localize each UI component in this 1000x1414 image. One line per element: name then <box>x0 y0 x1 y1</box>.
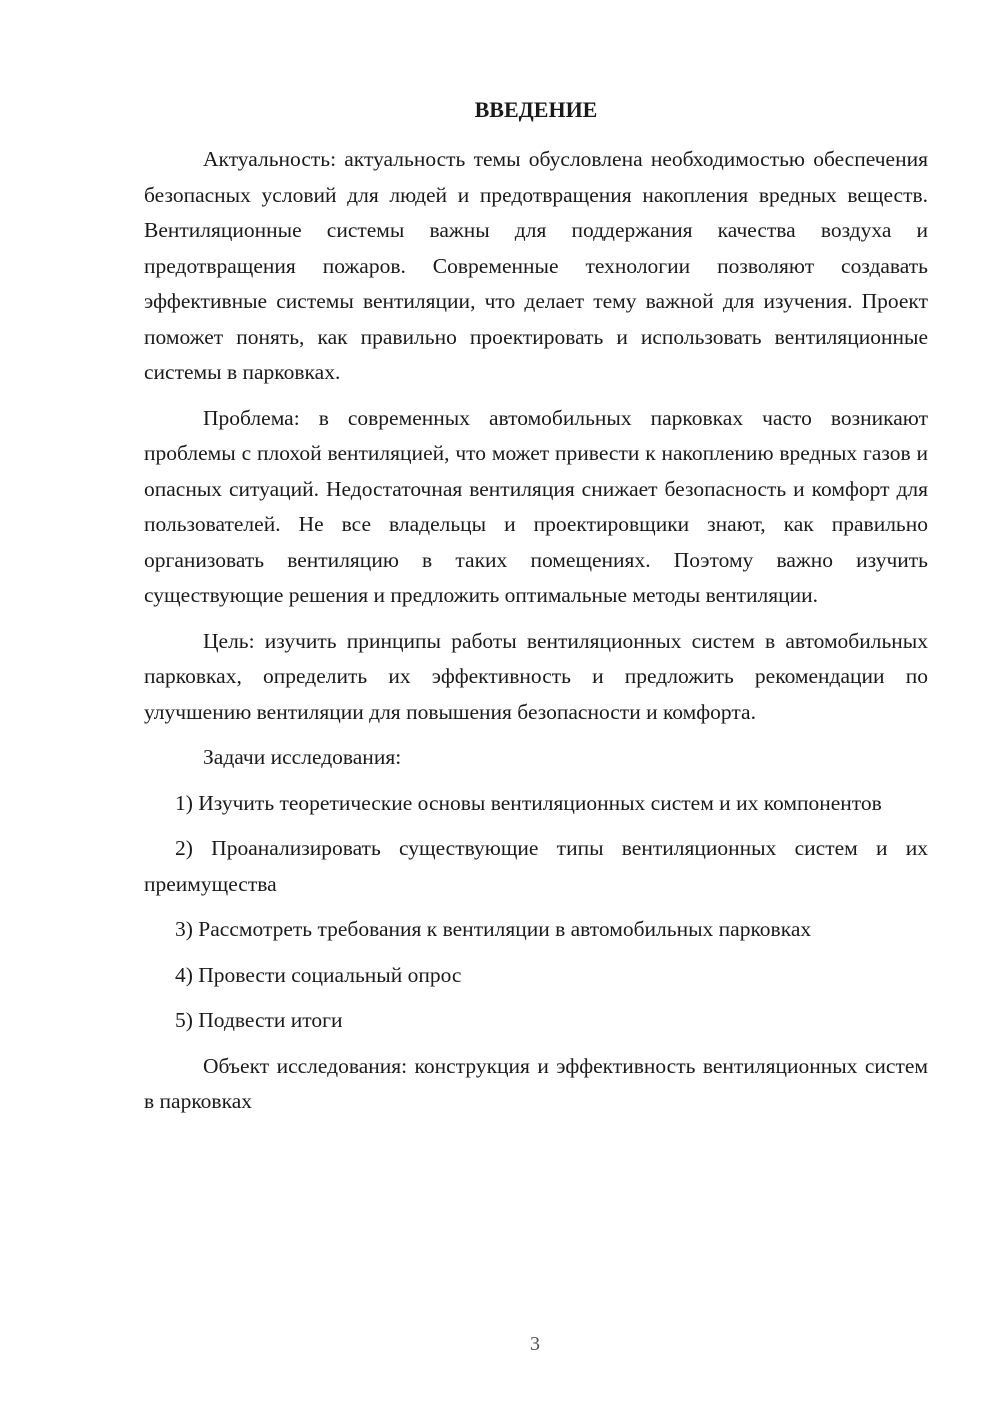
tasks-title: Задачи исследования: <box>203 745 402 769</box>
paragraph-relevance: Актуальность: актуальность темы обусловлена необходимостью обеспечения безопасных условий для людей и предотвращения накопления вредных веществ. Вентиляционные системы важны для поддержания качества воздуха и предотвращения пожаров. Современные технологии позволяют создавать эффективные системы вентиляции, что делает тему важной для изучения. Проект поможет понять, как правильно проектировать и использовать вентиляционные системы в парковках. <box>144 147 928 384</box>
document-page <box>144 95 928 1130</box>
section-heading: ВВЕДЕНИЕ <box>474 97 598 122</box>
list-item: 5) Подвести итоги <box>175 1008 343 1032</box>
list-item: 1) Изучить теоретические основы вентиляционных систем и их компонентов <box>175 790 882 815</box>
list-item: 3) Рассмотреть требования к вентиляции в автомобильных парковках <box>175 917 812 941</box>
paragraph-object: Объект исследования: конструкция и эффективность вентиляционных систем в парковках <box>144 1053 928 1113</box>
tasks-list <box>144 786 928 1039</box>
paragraph-goal: Цель: изучить принципы работы вентиляционных систем в автомобильных парковках, определить их эффективность и предложить рекомендации по улучшению вентиляции для повышения безопасности и комфорта. <box>144 628 928 724</box>
page-number: 3 <box>530 1333 540 1355</box>
list-item: 2) Проанализировать существующие типы вентиляционных систем и их преимущества <box>144 836 928 896</box>
paragraph-problem: Проблема: в современных автомобильных парковках часто возникают проблемы с плохой вентиляцией, что может привести к накоплению вредных газов и опасных ситуаций. Недостаточная вентиляция снижает безопасность и комфорт для пользователей. Не все владельцы и проектировщики знают, как правильно организовать вентиляцию в таких помещениях. Поэтому важно изучить существующие решения и предложить оптимальные методы вентиляции. <box>144 405 928 607</box>
list-item: 4) Провести социальный опрос <box>175 962 462 987</box>
